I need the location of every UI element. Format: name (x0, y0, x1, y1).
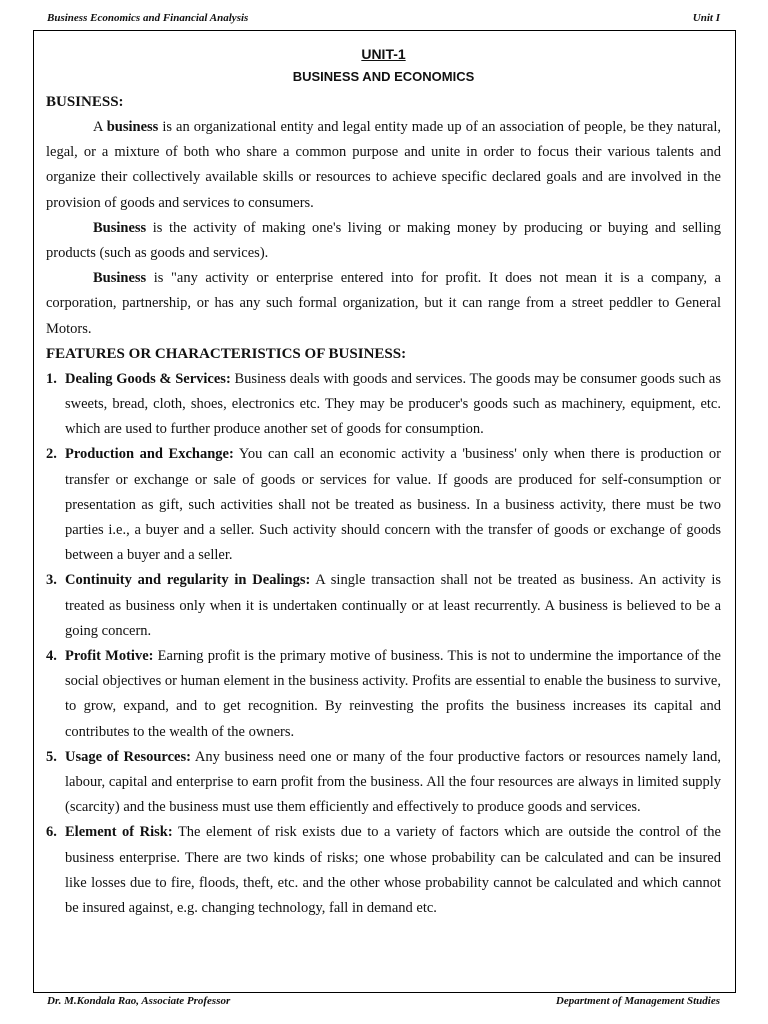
page-body (46, 44, 721, 921)
item-text: Business deals with goods and services. The goods may be consumer goods such as sweets, bread, cloth, shoes, electronics etc. They may be producer's goods such as machinery, equipment, etc. which are used to further produce another set of goods for consumption. (65, 370, 721, 438)
item-term: Production and Exchange: (65, 446, 234, 463)
running-header (47, 9, 720, 29)
features-heading: FEATURES OR CHARACTERISTICS OF BUSINESS: (46, 345, 407, 362)
list-item (46, 820, 721, 921)
term-bold: business (106, 119, 159, 135)
item-text: Any business need one or many of the four productive factors or resources namely land, labour, capital and enterprise to earn profit from the business. All the four resources are always in limited supply (scarcity) and the business must use them efficiently and effectively to produce goods and services. (65, 748, 722, 816)
term-bold: Business (93, 270, 147, 287)
list-item (46, 745, 721, 821)
list-item (46, 644, 721, 745)
item-number: 3. (46, 572, 57, 589)
item-number: 1. (46, 370, 57, 387)
item-term: Dealing Goods & Services: (65, 370, 231, 387)
item-number: 4. (46, 648, 57, 665)
item-term: Usage of Resources: (65, 748, 191, 765)
features-list (46, 367, 721, 921)
header-course-title: Business Economics and Financial Analysis (47, 12, 249, 24)
business-definition-paragraph: A business is an organizational entity and legal entity made up of an association of people, be they natural, legal, or a mixture of both who share a common purpose and unite in order to focus their various talents and organize their collectively available skills or resources to achieve specific declared goals and are involved in the provision of goods and services to consumers. (46, 119, 721, 211)
business-definition-paragraph: Business is "any activity or enterprise entered into for profit. It does not mean it is a company, a corporation, partnership, or has any such formal organization, but it can range from a street peddler to General Motors. (46, 270, 721, 337)
footer-author: Dr. M.Kondala Rao, Associate Professor (47, 995, 231, 1007)
item-text: Earning profit is the primary motive of business. This is not to undermine the importance of the social objectives or human element in the business activity. Profits are essential to enable the business to survive, to grow, expand, and to get recognition. By reinvesting the profits the business increases its capital and contributes to the wealth of the owners. (65, 648, 721, 740)
running-footer (47, 995, 720, 1015)
unit-subtitle: BUSINESS AND ECONOMICS (292, 69, 475, 84)
item-number: 5. (46, 748, 57, 765)
footer-department: Department of Management Studies (555, 995, 720, 1007)
unit-title: UNIT-1 (361, 46, 406, 62)
item-text: A single transaction shall not be treated as business. An activity is treated as business only when it is undertaken continually or at least recurrently. A business is believed to be a going concern. (65, 572, 721, 639)
item-term: Continuity and regularity in Dealings: (65, 572, 311, 589)
business-definition-paragraph: Business is the activity of making one's living or making money by producing or buying and selling products (such as goods and services). (46, 219, 721, 262)
item-number: 6. (46, 824, 57, 841)
item-term: Profit Motive: (65, 648, 154, 665)
item-number: 2. (46, 446, 57, 463)
list-item (46, 568, 721, 644)
list-item (46, 367, 721, 443)
item-term: Element of Risk: (65, 824, 173, 841)
term-bold: Business (93, 219, 147, 236)
list-item (46, 442, 721, 568)
item-text: The element of risk exists due to a variety of factors which are outside the control of the business enterprise. There are two kinds of risks; one whose probability can be calculated and can be insured like losses due to fire, floods, theft, etc. and the other whose probability cannot be calculated and which cannot be insured against, e.g. changing technology, fall in demand etc. (65, 824, 721, 917)
header-unit-label: Unit I (692, 12, 720, 24)
item-text: You can call an economic activity a 'business' only when there is production or transfer or exchange or sale of goods or services for value. If goods are produced for self-consumption or presentation as gift, such activities shall not be treated as business. In a business activity, there must be two parties i.e., a buyer and a seller. Such activity should concern with the transfer of goods or exchange of goods between a buyer and a seller. (65, 446, 722, 564)
business-heading: BUSINESS: (46, 94, 124, 110)
